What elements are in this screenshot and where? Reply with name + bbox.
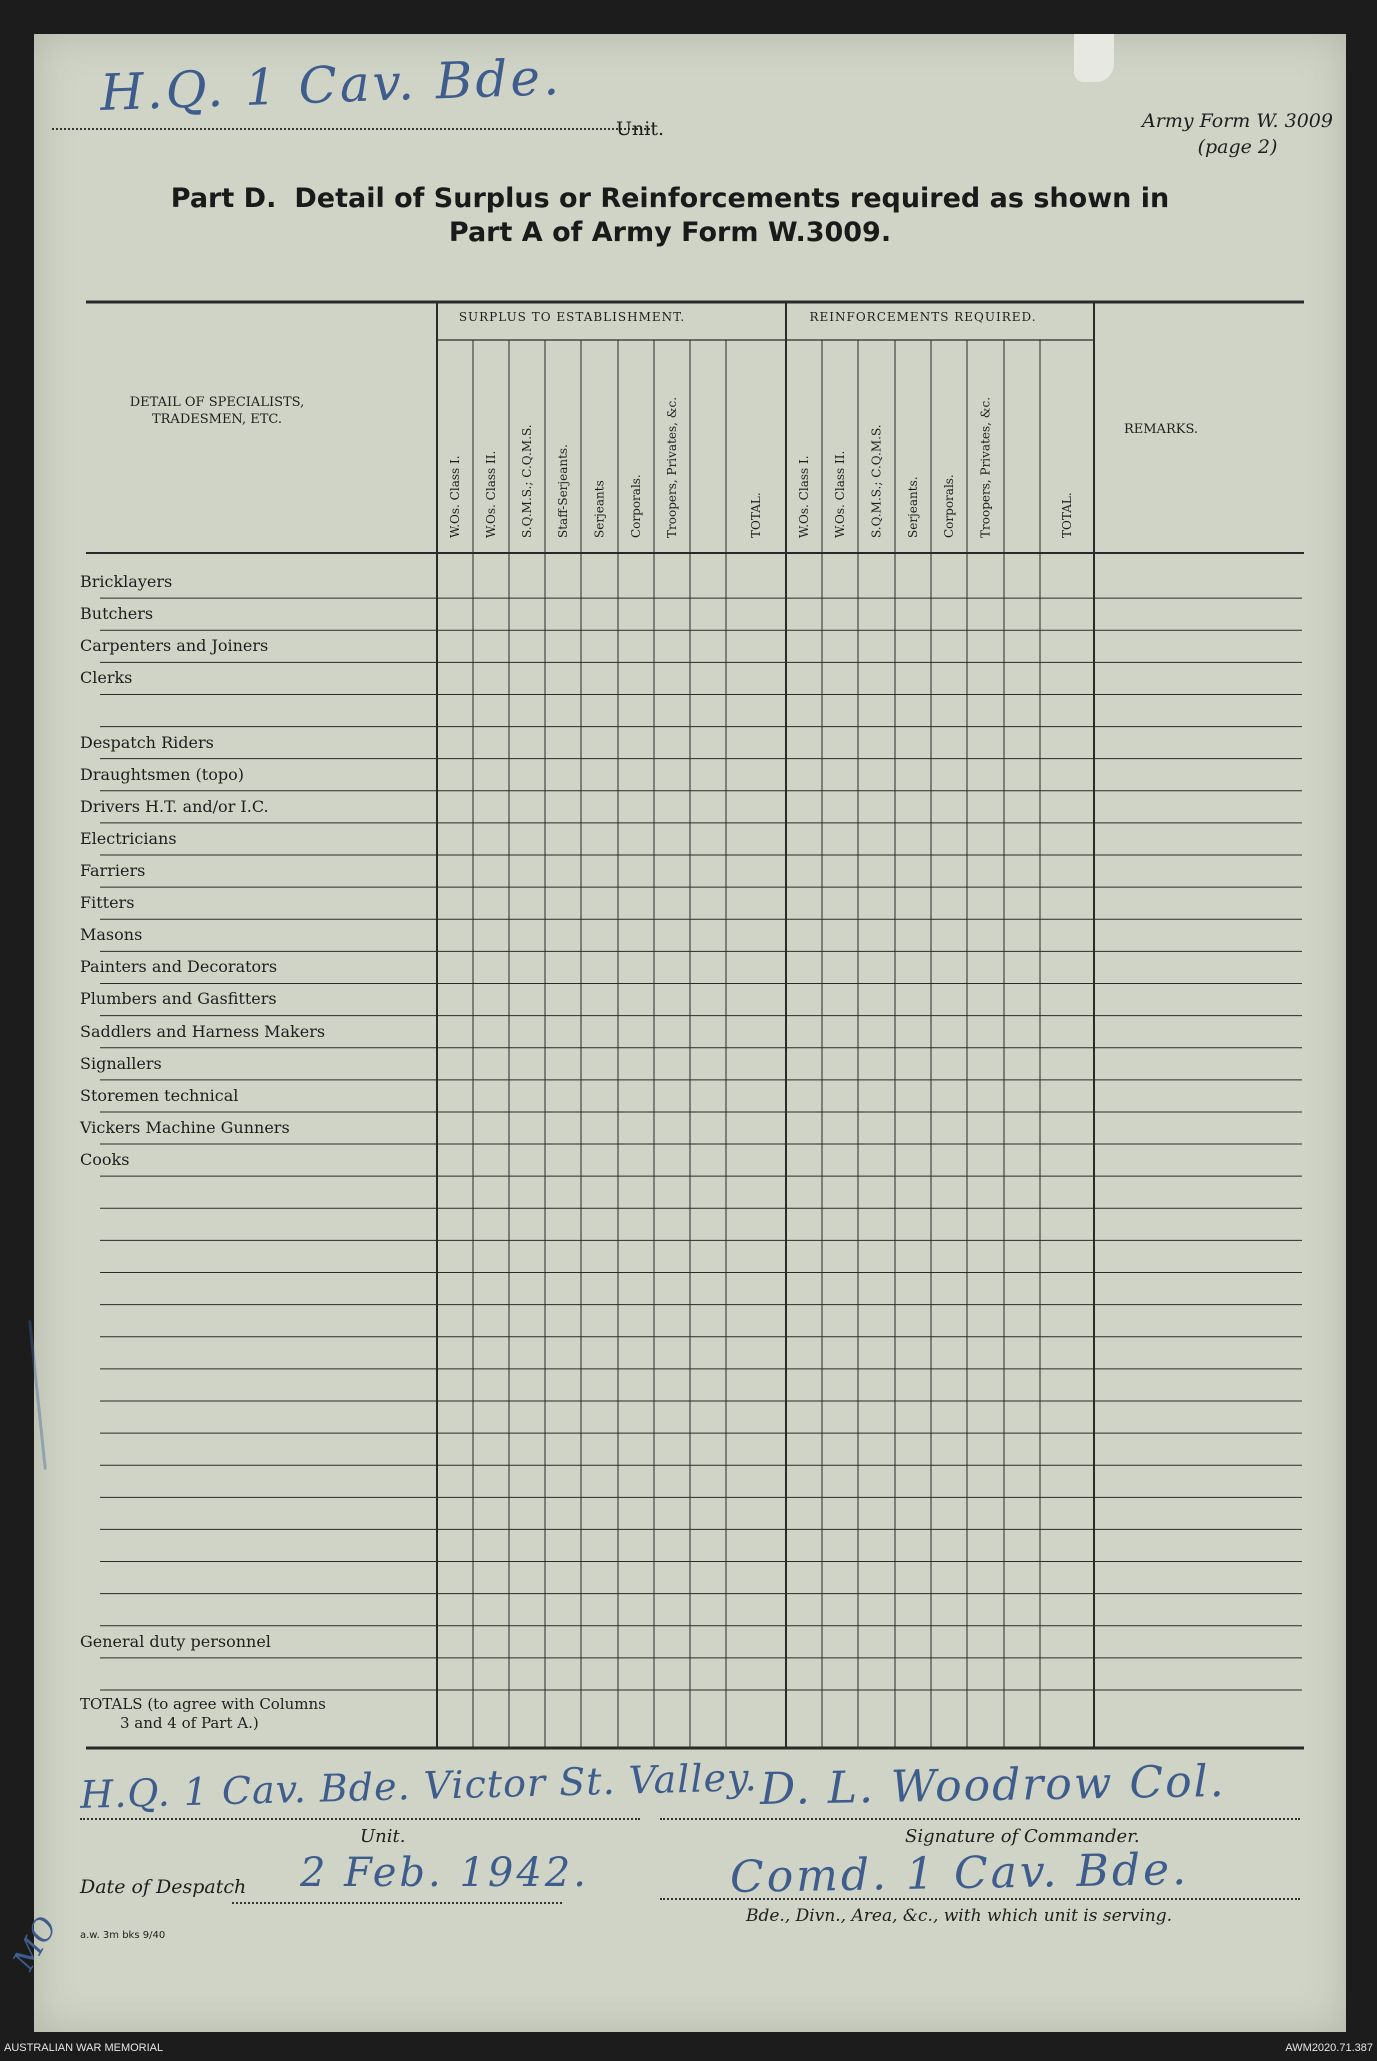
reinforcement-column-header: W.Os. Class II.	[833, 450, 847, 538]
form-name: Army Form W. 3009	[1142, 110, 1333, 132]
surplus-column-header: W.Os. Class I.	[448, 455, 462, 538]
unit-label: Unit.	[616, 118, 665, 140]
surplus-column-header: Serjeants	[592, 480, 607, 538]
row-label: Draughtsmen (topo)	[80, 764, 244, 784]
footer-unit-label: Unit.	[360, 1826, 406, 1847]
reinforcements-group-header: REINFORCEMENTS REQUIRED.	[809, 310, 1037, 324]
row-label: Vickers Machine Gunners	[80, 1117, 290, 1137]
title-part: Part D.	[170, 183, 277, 214]
surplus-column-header: Troopers, Privates, &c.	[665, 396, 679, 538]
surplus-column-header: S.Q.M.S.; C.Q.M.S.	[520, 424, 534, 538]
surplus-column-header: Corporals.	[629, 474, 643, 538]
detail-header-line2: TRADESMEN, ETC.	[151, 412, 283, 427]
reinforcement-column-header: S.Q.M.S.; C.Q.M.S.	[869, 424, 884, 538]
printer-note: a.w. 3m bks 9/40	[80, 1930, 166, 1941]
commander-signature: D. L. Woodrow Col.	[759, 1755, 1227, 1816]
surplus-group-header: SURPLUS TO ESTABLISHMENT.	[458, 310, 686, 324]
unit-handwritten: H.Q. 1 Cav. Bde.	[99, 47, 563, 123]
totals-line2: 3 and 4 of Part A.)	[120, 1714, 259, 1732]
row-label: Cooks	[80, 1150, 130, 1170]
unit-signature-line	[80, 1818, 640, 1820]
row-label: General duty personnel	[80, 1631, 271, 1651]
row-label: Clerks	[80, 668, 133, 688]
bde-label: Bde., Divn., Area, &c., with which unit is serving.	[746, 1906, 1173, 1926]
title-line2: Part A of Army Form W.3009.	[448, 217, 892, 248]
form-page: (page 2)	[1197, 136, 1278, 158]
row-label: Painters and Decorators	[80, 957, 278, 977]
commander-signature-line	[660, 1818, 1300, 1820]
reinforcement-column-header: Corporals.	[942, 474, 956, 538]
bde-handwritten: Comd. 1 Cav. Bde.	[729, 1843, 1190, 1904]
signature-label: Signature of Commander.	[905, 1826, 1140, 1847]
archive-id: AWM2020.71.387	[1285, 2042, 1373, 2054]
remarks-column-header: REMARKS.	[1123, 422, 1199, 437]
title-line1: Detail of Surplus or Reinforcements required as shown in	[294, 183, 1170, 214]
bde-line	[660, 1898, 1300, 1900]
unit-handwritten-footer: H.Q. 1 Cav. Bde. Victor St. Valley.	[79, 1755, 759, 1817]
totals-line1: TOTALS (to agree with Columns	[80, 1695, 326, 1713]
row-label: Signallers	[80, 1053, 162, 1073]
row-label: Bricklayers	[80, 572, 173, 591]
detail-column-header	[52, 394, 382, 428]
date-line	[232, 1902, 562, 1904]
reinforcement-column-header: TOTAL.	[1060, 492, 1074, 538]
surplus-column-header: W.Os. Class II.	[484, 450, 498, 538]
reinforcement-column-header: W.Os. Class I.	[797, 455, 811, 538]
row-label: Despatch Riders	[80, 732, 214, 752]
row-label: Butchers	[80, 604, 154, 624]
reinforcement-column-header: Troopers, Privates, &c.	[978, 396, 993, 538]
margin-note: MO	[6, 1910, 65, 1977]
archive-credit: AUSTRALIAN WAR MEMORIAL	[4, 2042, 164, 2054]
row-label: Masons	[80, 925, 143, 945]
date-handwritten: 2 Feb. 1942.	[300, 1850, 589, 1896]
detail-header-line1: DETAIL OF SPECIALISTS,	[129, 395, 305, 410]
row-label: Drivers H.T. and/or I.C.	[80, 796, 269, 816]
row-label: Electricians	[80, 828, 177, 848]
surplus-column-header: TOTAL.	[749, 492, 763, 538]
row-label: Farriers	[80, 861, 146, 881]
row-label: Storemen technical	[80, 1085, 239, 1105]
row-label: Carpenters and Joiners	[80, 636, 269, 656]
totals-label	[80, 1695, 326, 1733]
row-label: Saddlers and Harness Makers	[80, 1021, 326, 1041]
surplus-column-header: Staff-Serjeants.	[556, 444, 570, 538]
reinforcement-column-header: Serjeants.	[906, 476, 920, 538]
date-label: Date of Despatch	[80, 1876, 247, 1898]
row-label: Plumbers and Gasfitters	[80, 989, 277, 1009]
row-label: Fitters	[80, 893, 135, 913]
